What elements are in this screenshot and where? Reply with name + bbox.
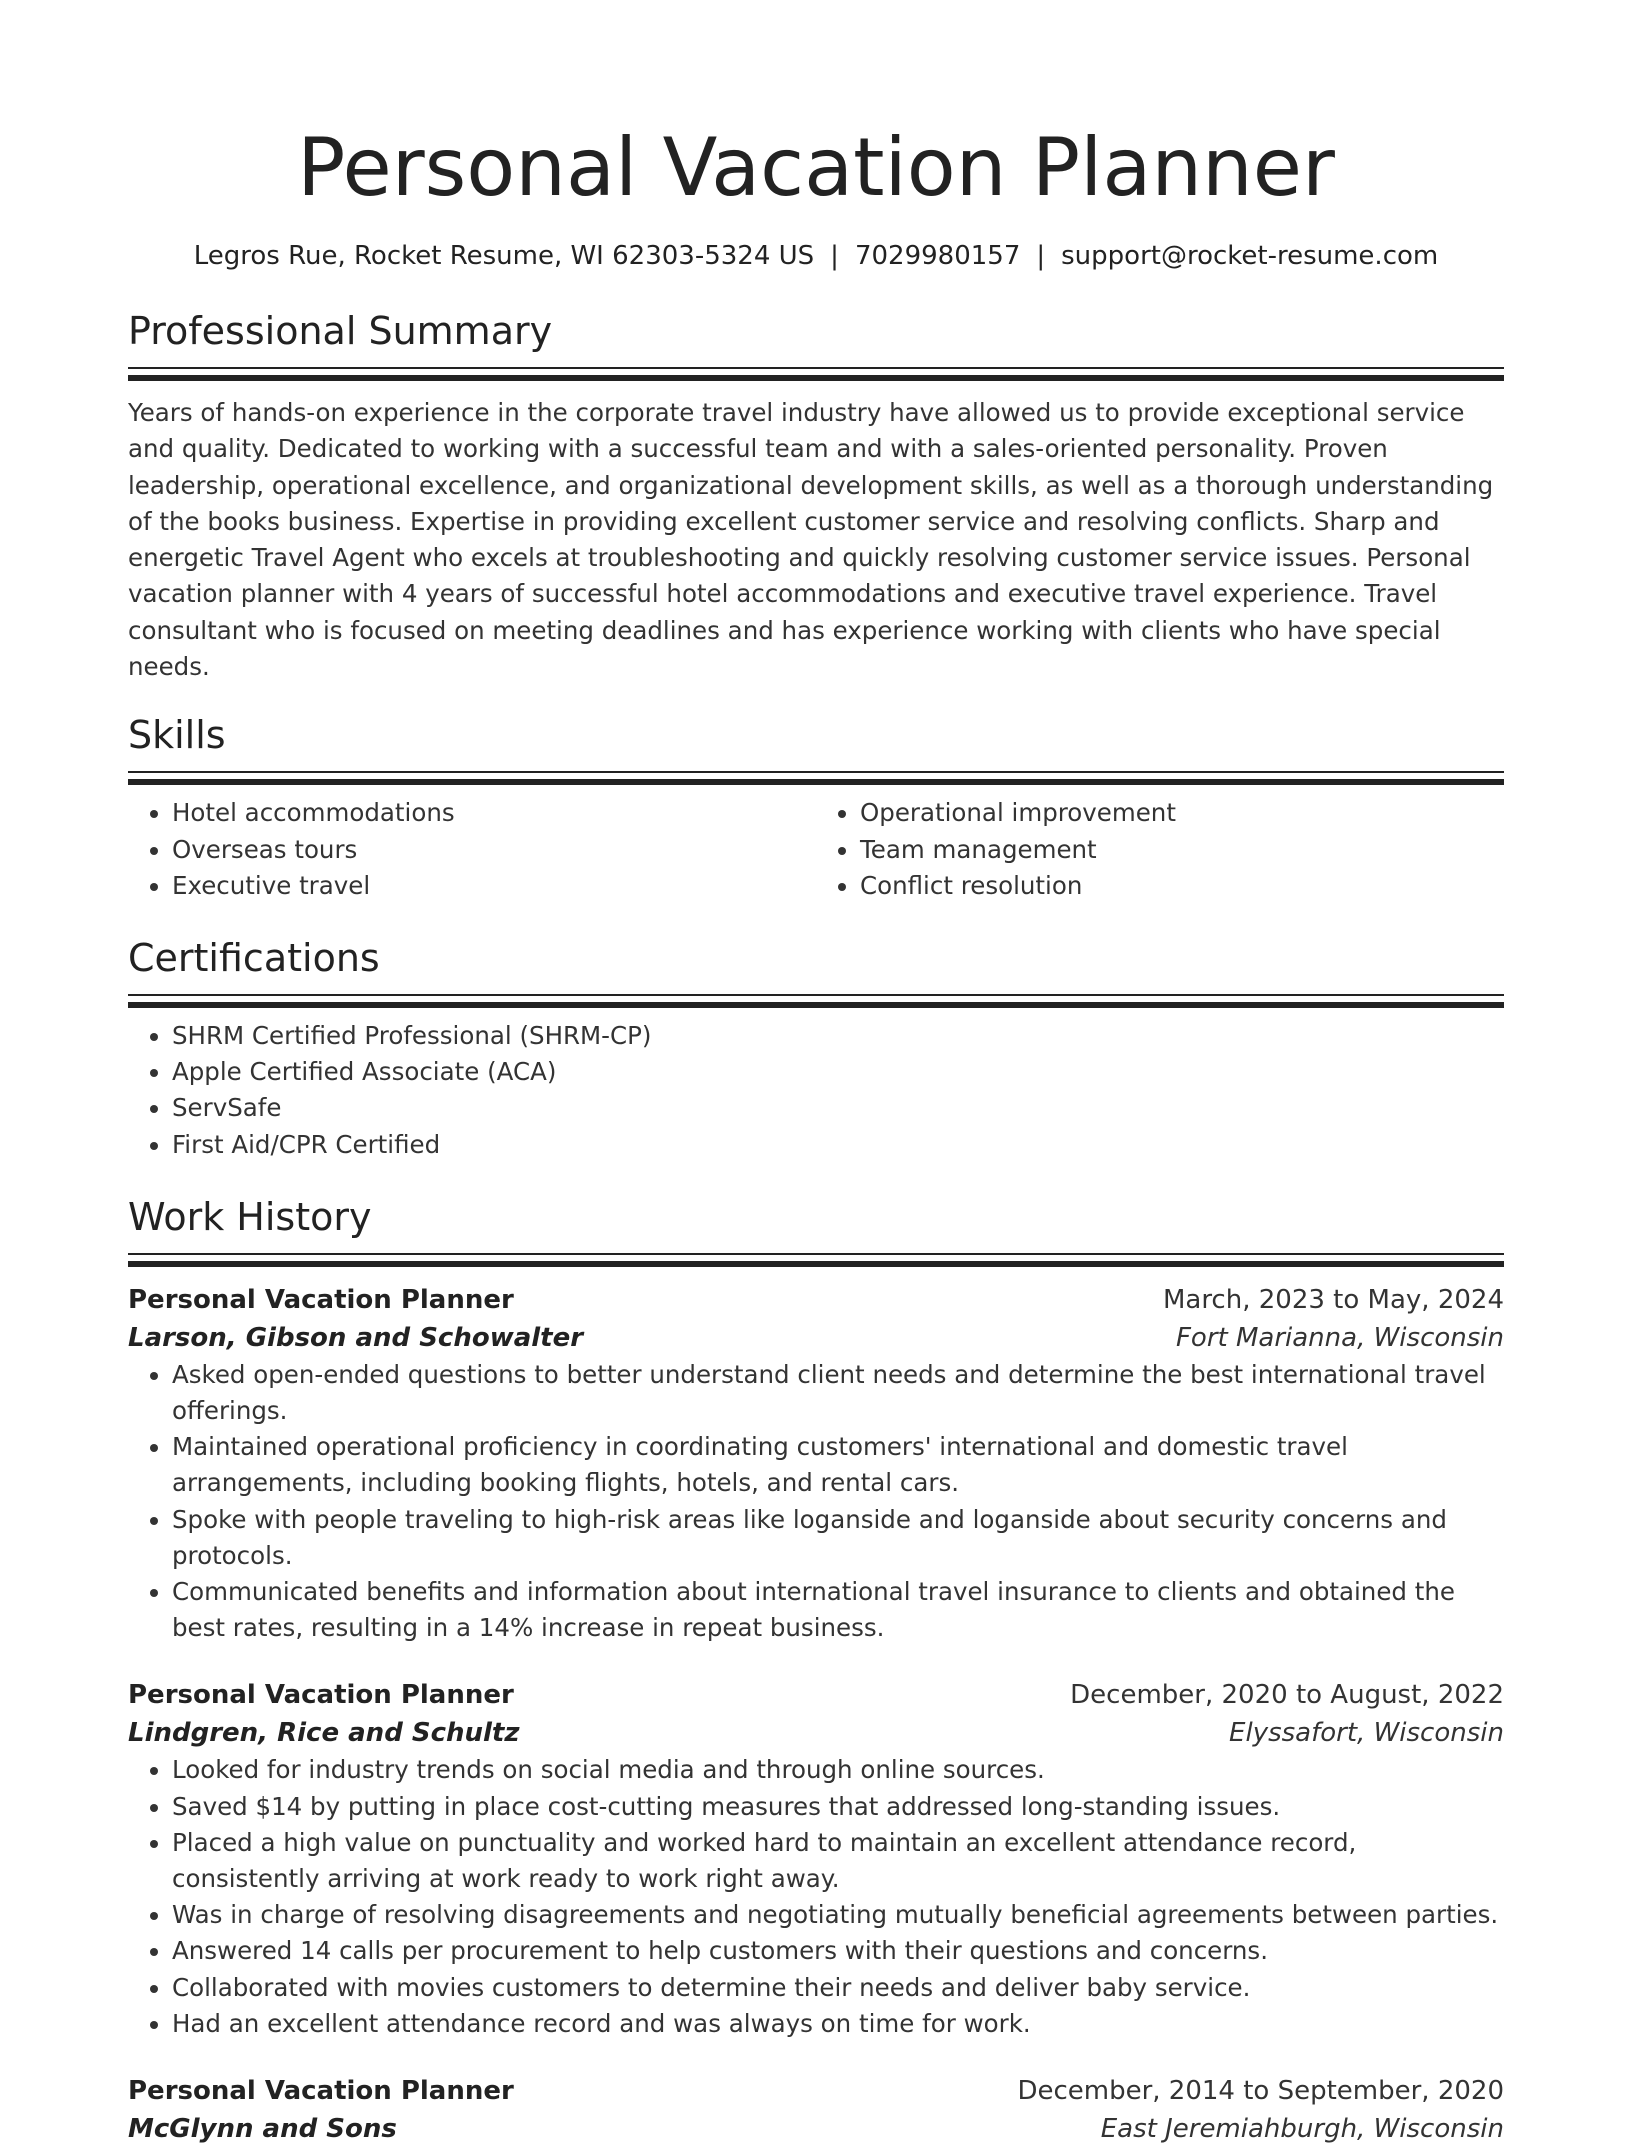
job-subheader bbox=[128, 1714, 1504, 1752]
job-dates: December, 2014 to September, 2020 bbox=[1017, 2076, 1504, 2107]
summary-section bbox=[128, 307, 1504, 685]
job-bullet: • Had an excellent attendance record and was always on time for work. bbox=[172, 2006, 1504, 2042]
contact-email: support@rocket-resume.com bbox=[1061, 241, 1439, 271]
job-header bbox=[128, 1281, 1504, 1319]
candidate-name: Personal Vacation Planner bbox=[297, 121, 1335, 214]
section-divider bbox=[128, 994, 1504, 1008]
skill-item: • Executive travel bbox=[172, 868, 816, 904]
job-bullet: • Was in charge of resolving disagreements and negotiating mutually beneficial agreements between parties. bbox=[172, 1897, 1504, 1933]
contact-address: Legros Rue, Rocket Resume, WI 62303-5324 US bbox=[193, 241, 815, 271]
contact-separator: | bbox=[1036, 241, 1046, 271]
job-title: Personal Vacation Planner bbox=[128, 2076, 514, 2107]
work-history-section bbox=[128, 1193, 1504, 2148]
certification-item: • ServSafe bbox=[172, 1090, 1504, 1126]
contact-phone: 7029980157 bbox=[854, 241, 1021, 271]
job-header bbox=[128, 2072, 1504, 2110]
job-title: Personal Vacation Planner bbox=[128, 1284, 514, 1315]
job-bullet: • Looked for industry trends on social media and through online sources. bbox=[172, 1752, 1504, 1788]
summary-text: Years of hands-on experience in the corporate travel industry have allowed us to provide exceptional service and quality. Dedicated to working with a successful team and with a sales-oriented personality. Proven leadership, operational excellence, and organizational development skills, as well as a thorough understanding of the books business. Expertise in providing excellent customer service and resolving conflicts. Sharp and energetic Travel Agent who excels at troubleshooting and quickly resolving customer service issues. Personal vacation planner with 4 years of successful hotel accommodations and executive travel experience. Travel consultant who is focused on meeting deadlines and has experience working with clients who have special needs. bbox=[128, 398, 1494, 682]
job-bullet: • Collaborated with movies customers to determine their needs and deliver baby service. bbox=[172, 1970, 1504, 2006]
skills-section bbox=[128, 711, 1504, 904]
job-bullet: • Communicated benefits and information about international travel insurance to clients and obtained the best rates, resulting in a 14% increase in repeat business. bbox=[172, 1574, 1504, 1646]
job-entry bbox=[128, 1676, 1504, 2042]
section-title-work-history: Work History bbox=[128, 1194, 372, 1239]
job-entry bbox=[128, 2072, 1504, 2148]
skill-item: • Operational improvement bbox=[860, 795, 1504, 831]
certification-item: • First Aid/CPR Certified bbox=[172, 1127, 1504, 1163]
job-dates: March, 2023 to May, 2024 bbox=[1162, 1284, 1504, 1315]
job-company: McGlynn and Sons bbox=[128, 2114, 397, 2145]
job-location: Elyssafort, Wisconsin bbox=[1229, 1718, 1504, 1749]
job-bullet: • Saved $14 by putting in place cost-cutting measures that addressed long-standing issues. bbox=[172, 1789, 1504, 1825]
section-divider bbox=[128, 771, 1504, 785]
job-bullet: • Answered 14 calls per procurement to help customers with their questions and concerns. bbox=[172, 1933, 1504, 1969]
job-bullet: • Asked open-ended questions to better understand client needs and determine the best international travel offerings. bbox=[172, 1357, 1504, 1429]
skills-columns bbox=[128, 795, 1504, 904]
skills-list-right bbox=[816, 795, 1504, 904]
job-bullets bbox=[128, 1752, 1504, 2042]
job-bullets bbox=[128, 1357, 1504, 1647]
job-dates: December, 2020 to August, 2022 bbox=[1070, 1680, 1504, 1711]
skill-item: • Team management bbox=[860, 832, 1504, 868]
job-bullet: • Maintained operational proficiency in coordinating customers' international and domestic travel arrangements, including booking flights, hotels, and rental cars. bbox=[172, 1429, 1504, 1501]
section-divider bbox=[128, 1253, 1504, 1267]
certification-item: • SHRM Certified Professional (SHRM-CP) bbox=[172, 1018, 1504, 1054]
job-company: Lindgren, Rice and Schultz bbox=[128, 1718, 520, 1749]
resume-page bbox=[128, 0, 1504, 2148]
skills-list-left bbox=[128, 795, 816, 904]
job-title: Personal Vacation Planner bbox=[128, 1680, 514, 1711]
certifications-list bbox=[128, 1018, 1504, 1163]
contact-separator: | bbox=[830, 241, 839, 271]
job-company: Larson, Gibson and Schowalter bbox=[128, 1322, 584, 1353]
job-header bbox=[128, 1676, 1504, 1714]
job-location: East Jeremiahburgh, Wisconsin bbox=[1100, 2114, 1504, 2145]
skill-item: • Hotel accommodations bbox=[172, 795, 816, 831]
job-location: Fort Marianna, Wisconsin bbox=[1175, 1322, 1504, 1353]
skill-item: • Conflict resolution bbox=[860, 868, 1504, 904]
job-bullet: • Spoke with people traveling to high-risk areas like loganside and loganside about security concerns and protocols. bbox=[172, 1502, 1504, 1574]
section-title-summary: Professional Summary bbox=[128, 309, 553, 353]
section-title-certifications: Certifications bbox=[128, 935, 380, 980]
job-bullet: • Placed a high value on punctuality and worked hard to maintain an excellent attendance record, consistently arriving at work ready to work right away. bbox=[172, 1825, 1504, 1897]
certification-item: • Apple Certified Associate (ACA) bbox=[172, 1054, 1504, 1090]
job-subheader bbox=[128, 1319, 1504, 1357]
contact-line bbox=[128, 239, 1504, 273]
section-title-skills: Skills bbox=[128, 713, 226, 758]
section-divider bbox=[128, 367, 1504, 381]
job-subheader bbox=[128, 2110, 1504, 2148]
skill-item: • Overseas tours bbox=[172, 832, 816, 868]
job-entry bbox=[128, 1281, 1504, 1647]
certifications-section bbox=[128, 934, 1504, 1163]
